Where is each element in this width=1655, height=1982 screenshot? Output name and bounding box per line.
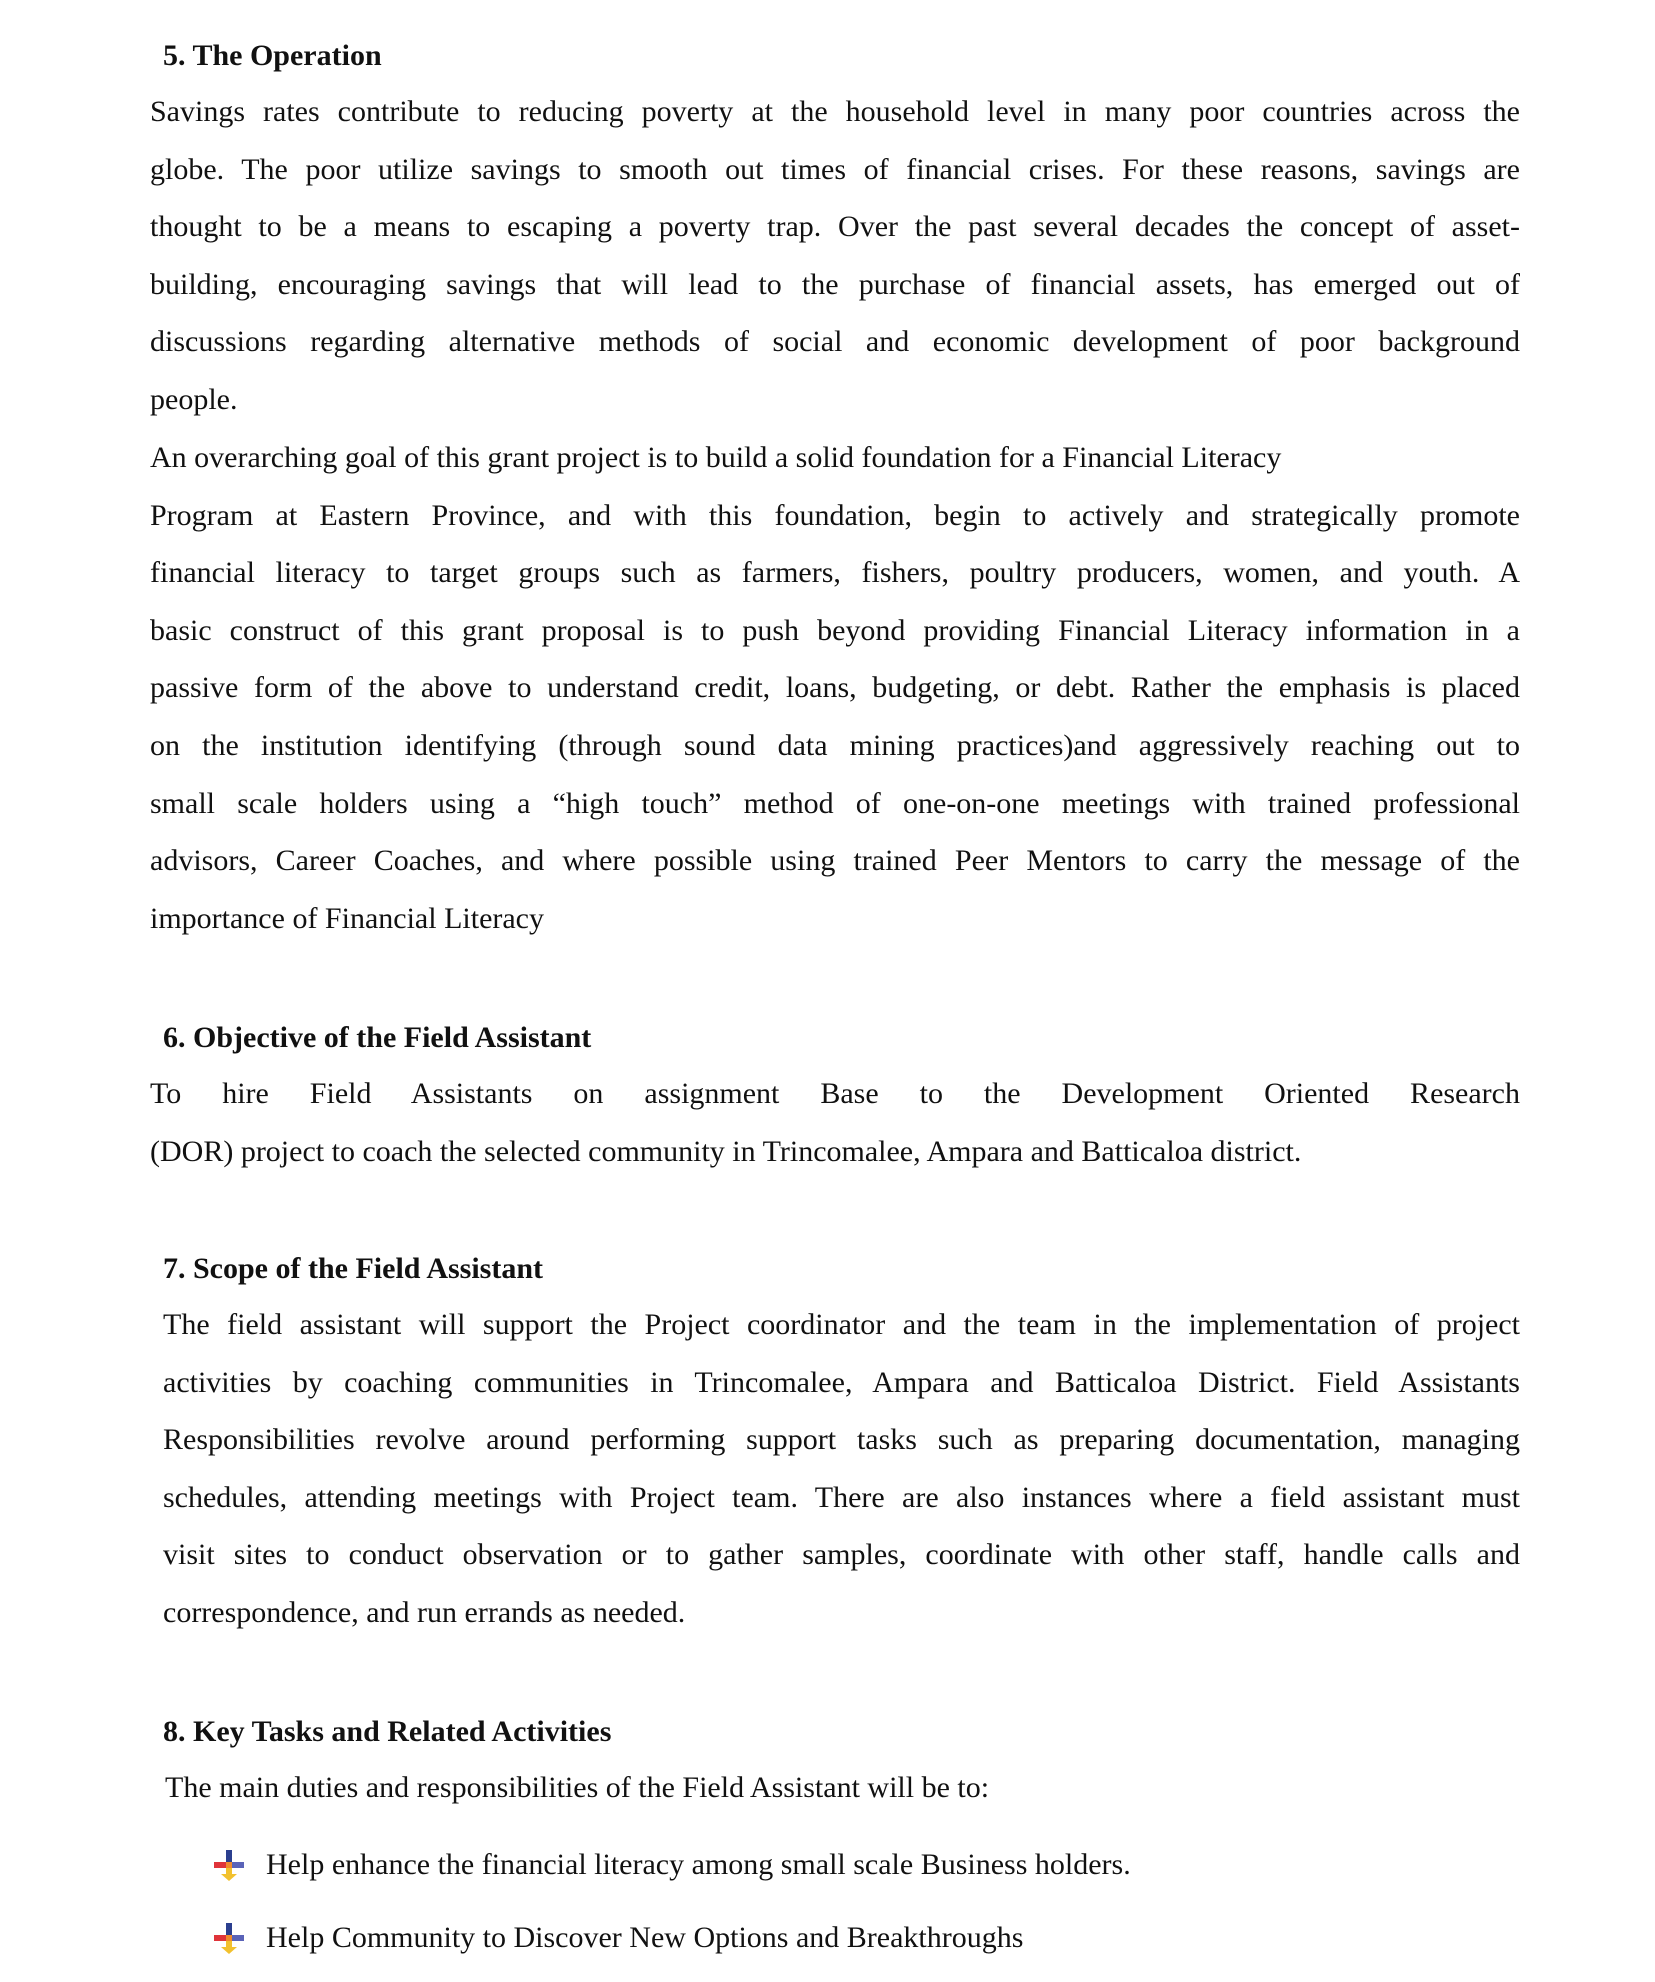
paragraph-line: on the institution identifying (through sound data mining practices)and aggressively reaching out to — [150, 728, 1520, 762]
paragraph-line: An overarching goal of this grant project is to build a solid foundation for a Financial Literacy — [150, 441, 1282, 474]
paragraph-line: The main duties and responsibilities of the Field Assistant will be to: — [165, 1771, 990, 1804]
section-8-intro — [165, 1759, 1522, 1817]
bullet-item — [212, 1845, 1131, 1885]
plus-arrow-bullet-icon — [212, 1921, 246, 1955]
paragraph-line: correspondence, and run errands as needed. — [163, 1595, 686, 1629]
section-6-paragraph — [150, 1065, 1520, 1180]
paragraph-line: thought to be a means to escaping a poverty trap. Over the past several decades the concept of asset- — [150, 210, 1520, 244]
section-5-paragraph-2 — [150, 429, 1520, 947]
paragraph-line: people. — [150, 382, 238, 416]
bullet-text: Help Community to Discover New Options and Breakthroughs — [266, 1921, 1024, 1954]
section-5-paragraph-1 — [150, 83, 1520, 429]
paragraph-line: importance of Financial Literacy — [150, 901, 544, 935]
paragraph-line: Savings rates contribute to reducing poverty at the household level in many poor countries across the — [150, 95, 1520, 128]
paragraph-line: discussions regarding alternative methods of social and economic development of poor background — [150, 325, 1520, 359]
section-5-heading: 5. The Operation — [163, 39, 382, 72]
paragraph-line: advisors, Career Coaches, and where possible using trained Peer Mentors to carry the message of the — [150, 844, 1520, 878]
plus-arrow-bullet-icon — [212, 1848, 246, 1882]
paragraph-line: passive form of the above to understand credit, loans, budgeting, or debt. Rather the emphasis is placed — [150, 671, 1520, 705]
section-7-heading: 7. Scope of the Field Assistant — [163, 1252, 544, 1285]
bullet-item — [212, 1918, 1023, 1958]
paragraph-line: (DOR) project to coach the selected community in Trincomalee, Ampara and Batticaloa district. — [150, 1134, 1302, 1168]
paragraph-line: globe. The poor utilize savings to smooth out times of financial crises. For these reasons, savings are — [150, 152, 1520, 186]
paragraph-line: The field assistant will support the Project coordinator and the team in the implementation of project — [163, 1308, 1520, 1341]
paragraph-line: basic construct of this grant proposal is to push beyond providing Financial Literacy information in a — [150, 613, 1520, 647]
paragraph-line: To hire Field Assistants on assignment Base to the Development Oriented Research — [150, 1077, 1520, 1110]
bullet-text: Help enhance the financial literacy among small scale Business holders. — [266, 1848, 1131, 1881]
paragraph-line: visit sites to conduct observation or to gather samples, coordinate with other staff, handle calls and — [163, 1538, 1520, 1572]
paragraph-line: Program at Eastern Province, and with this foundation, begin to actively and strategically promote — [150, 498, 1520, 532]
paragraph-line: activities by coaching communities in Trincomalee, Ampara and Batticaloa District. Field Assistants — [163, 1365, 1520, 1399]
paragraph-line: financial literacy to target groups such as farmers, fishers, poultry producers, women, and youth. A — [150, 556, 1520, 590]
paragraph-line: schedules, attending meetings with Project team. There are also instances where a field assistant must — [163, 1480, 1520, 1514]
paragraph-line: Responsibilities revolve around performing support tasks such as preparing documentation, managing — [163, 1423, 1520, 1457]
paragraph-line: small scale holders using a “high touch” method of one-on-one meetings with trained professional — [150, 786, 1520, 820]
section-8-heading: 8. Key Tasks and Related Activities — [163, 1715, 612, 1748]
paragraph-line: building, encouraging savings that will lead to the purchase of financial assets, has emerged out of — [150, 267, 1520, 301]
section-6-heading: 6. Objective of the Field Assistant — [163, 1021, 592, 1054]
section-7-paragraph — [163, 1296, 1520, 1642]
